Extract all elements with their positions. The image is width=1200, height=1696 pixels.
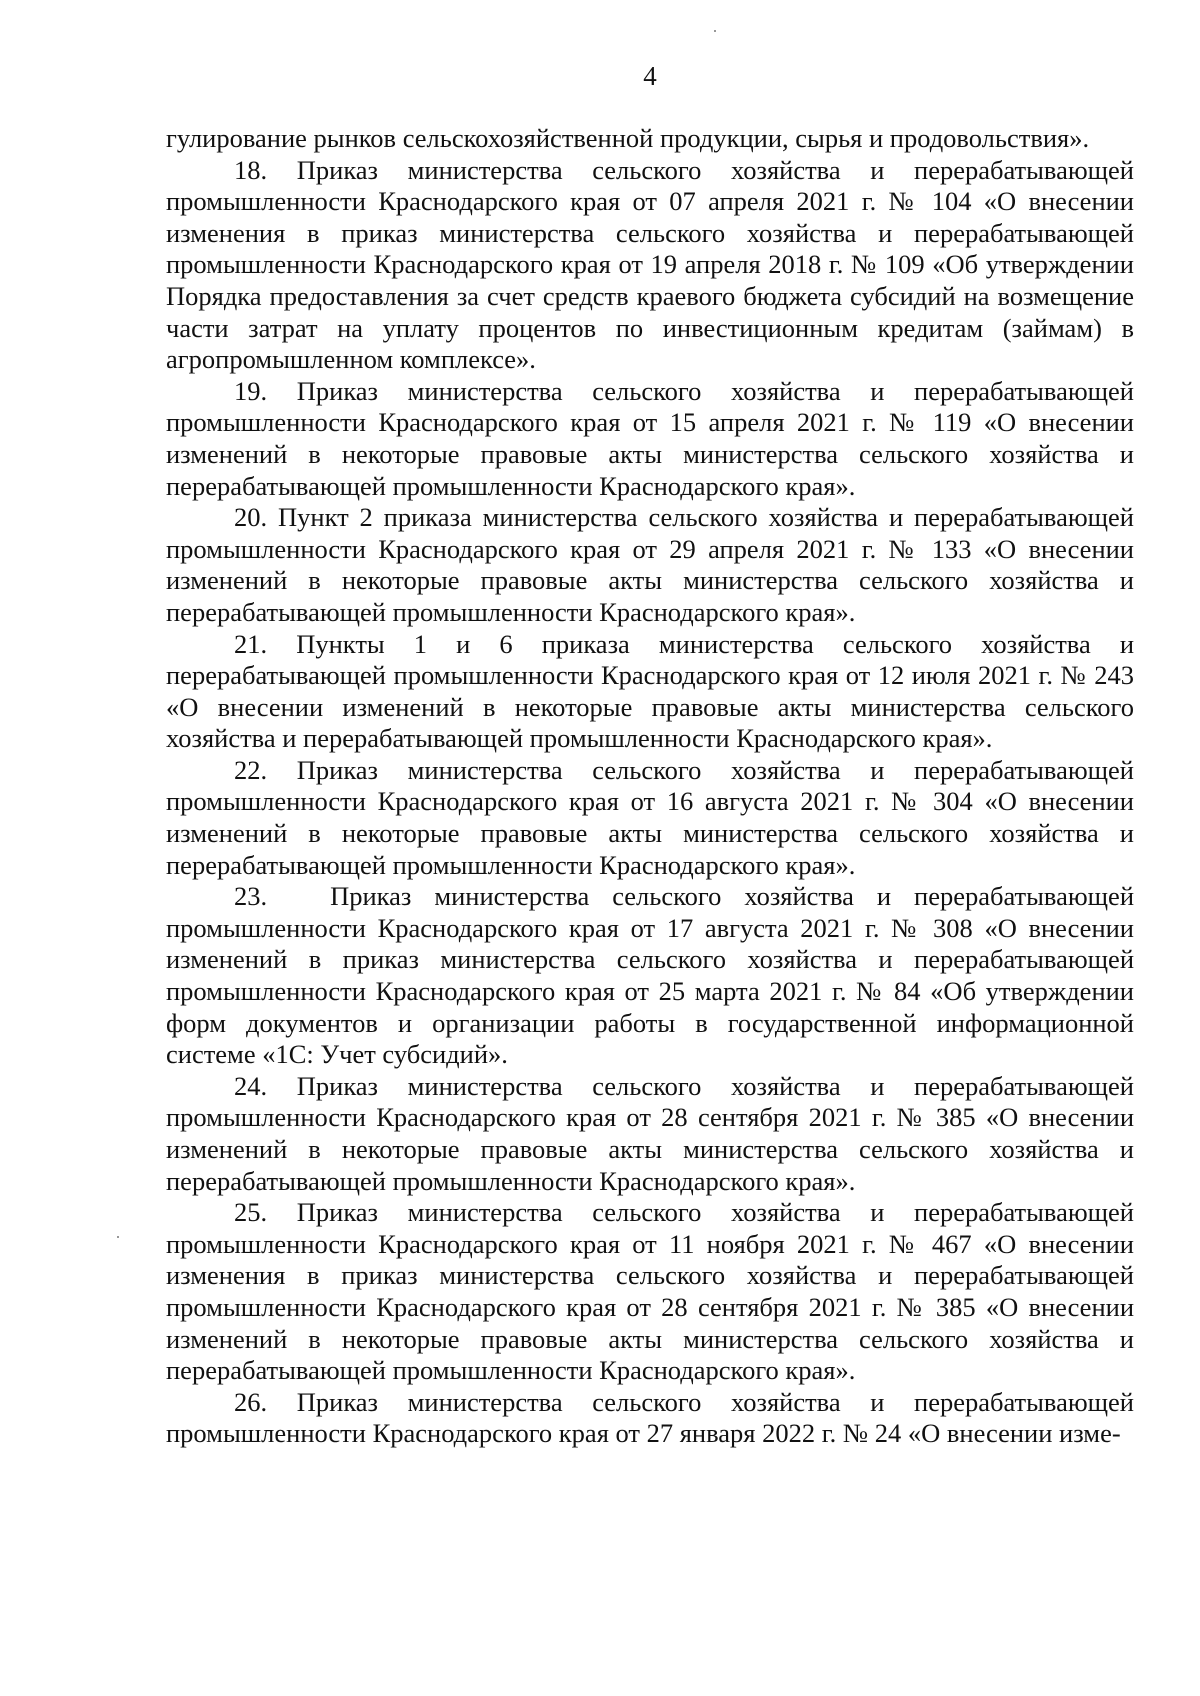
paragraph-continuation [166,123,1134,155]
list-item-25 [166,1197,1134,1387]
paragraph-text: Приказ министерства сельского хозяйства и перерабатывающей промышленности Краснодарского края от 07 апреля 2021 г. № 104 «О внесении изменения в приказ министерства сельского хозяйства и перерабатывающей промышленности Краснодарского края от 19 апреля 2018 г. № 109 «Об утверждении Порядка предоставления за счет средств краевого бюджета субсидий на возмещение части затрат на уплату процентов по инвестиционным кредитам (займам) в агропромышленном комплексе». [166,154,1134,375]
item-number: 20. [234,502,268,533]
item-number: 24. [234,1070,268,1101]
item-number: 26. [234,1386,268,1417]
paragraph-text: Приказ министерства сельского хозяйства и перерабатывающей промышленности Краснодарского края от 15 апреля 2021 г. № 119 «О внесении изменений в некоторые правовые акты министерства сельского хозяйства и перерабатывающей промышленности Краснодарского края». [166,375,1134,501]
list-item-22 [166,755,1134,881]
list-item-19 [166,376,1134,502]
document-body [166,123,1134,1450]
paragraph-text: Приказ министерства сельского хозяйства и перерабатывающей промышленности Краснодарского края от 17 августа 2021 г. № 308 «О внесении изменений в приказ министерства сельского хозяйства и перерабатывающей промышленности Краснодарского края от 25 марта 2021 г. № 84 «Об утверждении форм документов и организации работы в государственной информационной системе «1С: Учет субсидий». [166,881,1135,1070]
item-number: 22. [234,754,268,785]
list-item-24 [166,1071,1134,1197]
list-item-21 [166,629,1134,755]
item-number: 19. [234,375,268,406]
item-number: 23. [234,881,268,912]
scan-speck [714,30,716,32]
scan-speck [117,1236,119,1238]
list-item-26 [166,1387,1134,1450]
item-number: 21. [234,628,268,659]
list-item-20 [166,502,1134,628]
paragraph-text: Приказ министерства сельского хозяйства и перерабатывающей промышленности Краснодарского края от 11 ноября 2021 г. № 467 «О внесении изменения в приказ министерства сельского хозяйства и перерабатывающей промышленности Краснодарского края от 28 сентября 2021 г. № 385 «О внесении изменений в некоторые правовые акты министерства сельского хозяйства и перерабатывающей промышленности Краснодарского края». [166,1197,1134,1386]
paragraph-text: Приказ министерства сельского хозяйства и перерабатывающей промышленности Краснодарского края от 27 января 2022 г. № 24 «О внесении изме- [166,1386,1134,1449]
item-number: 25. [234,1197,268,1228]
paragraph-text: Приказ министерства сельского хозяйства и перерабатывающей промышленности Краснодарского края от 16 августа 2021 г. № 304 «О внесении изменений в некоторые правовые акты министерства сельского хозяйства и перерабатывающей промышленности Краснодарского края». [166,754,1134,880]
page-number: 4 [643,61,657,91]
paragraph-text: Пункт 2 приказа министерства сельского хозяйства и перерабатывающей промышленности Краснодарского края от 29 апреля 2021 г. № 133 «О внесении изменений в некоторые правовые акты министерства сельского хозяйства и перерабатывающей промышленности Краснодарского края». [166,502,1134,627]
paragraph-text: Пункты 1 и 6 приказа министерства сельского хозяйства и перерабатывающей промышленности Краснодарского края от 12 июля 2021 г. № 243 «О внесении изменений в некоторые правовые акты министерства сельского хозяйства и перерабатывающей промышленности Краснодарского края». [166,628,1134,754]
paragraph-text: гулирование рынков сельскохозяйственной продукции, сырья и продовольствия». [166,123,1090,153]
item-number: 18. [234,154,268,185]
list-item-18 [166,155,1134,376]
list-item-23 [166,881,1134,1071]
paragraph-text: Приказ министерства сельского хозяйства и перерабатывающей промышленности Краснодарского края от 28 сентября 2021 г. № 385 «О внесении изменений в некоторые правовые акты министерства сельского хозяйства и перерабатывающей промышленности Краснодарского края». [166,1070,1134,1196]
